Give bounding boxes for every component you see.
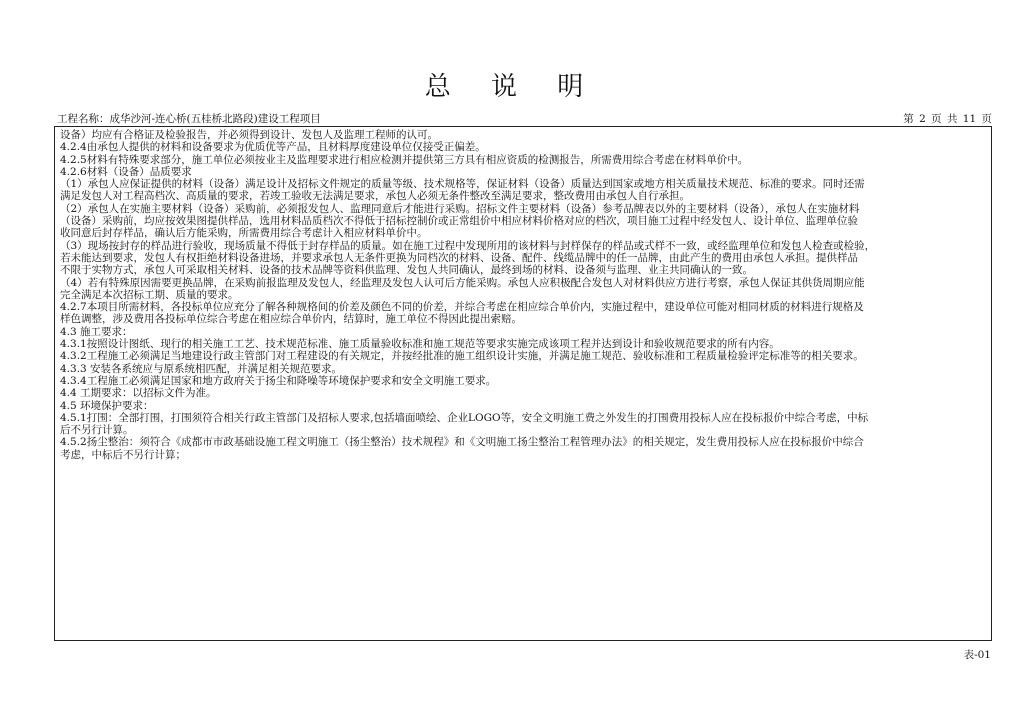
text-line: 4.4 工期要求：以招标文件为准。: [60, 387, 217, 400]
text-line: 完全满足本次招标工期、质量的要求。: [60, 288, 239, 301]
text-line: 不限于实物方式，承包人可采取相关材料、设备的技术品牌等资料供监理、发包人共同确认，最终到场的材料、设备须与监理、业主共同确认的一致。: [60, 264, 753, 277]
text-line: （3）现场按封存的样品进行验收，现场质量不得低于封存样品的质量。如在施工过程中发现所用的该材料与封样保存的样品或式样不一致，或经监理单位和发包人检查或检验，: [60, 239, 876, 252]
text-line: 4.2.4由承包人提供的材料和设备要求为优质优等产品，且材料厚度建设单位仅接受正偏差。: [60, 141, 486, 154]
text-line: 设备）均应有合格证及检验报告，并必须得到设计、发包人及监理工程师的认可。: [60, 129, 438, 141]
text-line: 4.3.2工程施工必须满足当地建设行政主管部门对工程建设的有关规定，并按经批准的施工组织设计实施，并满足施工规范、验收标准和工程质量检验评定标准等的相关要求。: [60, 350, 864, 363]
description-frame: [54, 126, 992, 641]
text-line: 4.2.5材料有特殊要求部分，施工单位必须按业主及监理要求进行相应检测并提供第三方具有相应资质的检测报告，所需费用综合考虑在材料单价中。: [60, 153, 749, 166]
text-line: （设备）采购前，均应按效果图提供样品，选用材料品质档次不得低于招标控制价或正常组价中相应材料价格对应的档次，项目施工过程中经发包人、设计单位、监理单位验: [60, 215, 858, 228]
text-line: 4.3.4工程施工必须满足国家和地方政府关于扬尘和降噪等环境保护要求和安全文明施工要求。: [60, 374, 497, 387]
text-line: 考虑，中标后不另行计算；: [60, 448, 186, 461]
form-code: 表-01: [963, 649, 991, 661]
text-line: （2）承包人在实施主要材料（设备）采购前，必须报发包人、监理同意后才能进行采购。招标文件主要材料（设备）参考品牌表以外的主要材料（设备），承包人在实施材料: [60, 202, 860, 215]
text-line: 4.3.3 安装各系统应与原系统相匹配，并满足相关规范要求。: [60, 362, 343, 375]
text-line: （4）若有特殊原因需要更换品牌，在采购前报监理及发包人，经监理及发包人认可后方能采购。承包人应积极配合发包人对材料供应方进行考察，承包人保证其供货周期应能: [60, 276, 865, 289]
text-line: 样色调整，涉及费用各投标单位综合考虑在相应综合单价内，结算时，施工单位不得因此提出索赔。: [60, 313, 522, 326]
text-line: 满足发包人对工程高档次、高质量的要求，若竣工验收无法满足要求，承包人必须无条件整改至满足要求，整改费用由承包人自行承担。: [60, 190, 690, 203]
text-line: 后不另行计算。: [60, 424, 134, 437]
text-line: 4.5.2扬尘整治：须符合《成都市市政基础设施工程文明施工（扬尘整治）技术规程》和《文明施工扬尘整治工程管理办法》的相关规定，发生费用投标人应在投标报价中综合: [60, 436, 864, 449]
page-title: 总 说 明: [424, 72, 600, 102]
text-line: 4.2.6材料（设备）品质要求: [60, 165, 192, 178]
text-line: 4.3.1按照设计图纸、现行的相关施工工艺、技术规范标准、施工质量验收标准和施工规范等要求实施完成该项工程并达到设计和验收规范要求的所有内容。: [60, 338, 780, 351]
text-line: 4.5 环境保护要求：: [60, 399, 154, 412]
description-body: [55, 127, 991, 461]
project-name: 工程名称：成华沙河-连心桥(五桂桥北路段)建设工程项目: [57, 113, 321, 125]
text-line: 4.5.1打围：全部打围，打围须符合相关行政主管部门及招标人要求,包括墙面喷绘、企业LOGO等，安全文明施工费之外发生的打围费用投标人应在投标报价中综合考虑，中标: [60, 411, 869, 424]
text-line: 收同意后封存样品，确认后方能采购，所需费用综合考虑计入相应材料单价中。: [60, 227, 428, 240]
page-info: 第 2 页 共 11 页: [903, 113, 992, 125]
text-line: （1）承包人应保证提供的材料（设备）满足设计及招标文件规定的质量等级、技术规格等，保证材料（设备）质量达到国家或地方相关质量技术规范、标准的要求。同时还需: [60, 178, 865, 191]
text-line: 4.2.7本项目所需材料，各投标单位应充分了解各种规格间的价差及颜色不同的价差，并综合考虑在相应综合单价内，实施过程中，建设单位可能对相同材质的材料进行规格及: [60, 301, 864, 314]
text-line: 若未能达到要求，发包人有权拒绝材料设备进场，并要求承包人无条件更换为同档次的材料、设备、配件、线缆品牌中的任一品牌，由此产生的费用由承包人承担。提供样品: [60, 251, 858, 264]
text-line: 4.3 施工要求：: [60, 325, 133, 338]
